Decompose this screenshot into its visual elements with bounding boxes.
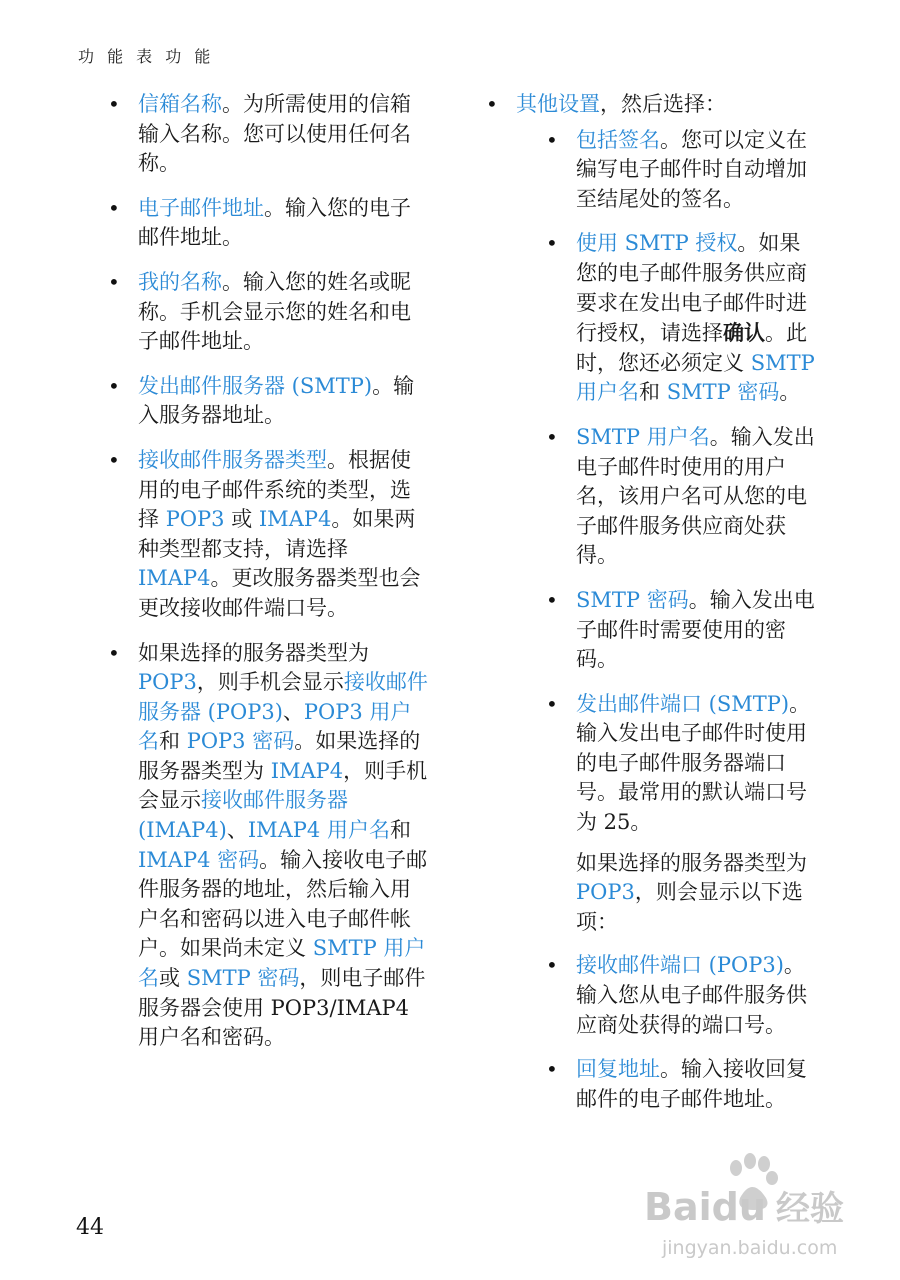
body-text: ，则手机会显示 [196,670,344,695]
list-item-text [138,448,420,620]
menu-term: 我的名称 [138,269,222,294]
menu-term: 接收邮件端口 (POP3) [576,953,784,978]
other-settings-sublist [516,126,818,1115]
bullet: • [108,640,120,665]
body-text: 如果选择的服务器类型为 [576,850,807,875]
left-column [108,90,428,1068]
body-text: 或 [159,966,187,991]
bullet: • [108,92,120,116]
list-item-text [576,588,815,671]
watermark-brand: Baidu [644,1185,766,1229]
list-item-outgoing-server [108,372,428,431]
body-text: 或 [224,507,259,532]
right-column [486,90,818,1129]
body-text: ，然后选择： [600,92,726,116]
body-text: 。如果您的电子邮件服务供应商要求在发出电子邮件时进行授权，请选择 [576,231,807,346]
menu-term: 接收邮件服务器 (IMAP4) [138,788,348,843]
body-text: 。输入您从电子邮件服务供应商处获得的端口号。 [576,953,807,1037]
watermark-cn: 经验 [776,1189,844,1229]
body-text: 。为所需使用的信箱输入名称。您可以使用任何名称。 [138,92,411,176]
bullet: • [486,92,498,116]
menu-term: IMAP4 用户名 [247,818,390,843]
list-item-text [576,692,810,834]
list-item-text [576,128,807,211]
menu-term: POP3 密码 [186,729,295,754]
bullet: • [546,424,558,449]
body-text: 。更改服务器类型也会更改接收邮件端口号。 [138,566,421,620]
body-text: 。您可以定义在编写电子邮件时自动增加至结尾处的签名。 [576,127,807,211]
body-text: 。根据使用的电子邮件系统的类型，选择 [138,447,411,532]
menu-term: 回复地址 [576,1057,660,1082]
menu-term: POP3 [576,880,635,905]
body-text: 。输入接收回复邮件的电子邮件地址。 [576,1057,807,1111]
list-item-text [138,196,411,250]
menu-term: SMTP 用户名 [576,350,815,405]
bullet: • [546,231,558,256]
page-header: 功 能 表 功 能 [78,47,215,66]
menu-term: POP3 [165,507,225,532]
menu-term: 信箱名称 [138,92,222,116]
body-text: 和 [639,380,667,405]
body-text: ，则电子邮件服务器会使用 POP3/IMAP4 用户名和密码。 [138,966,426,1050]
bullet: • [546,587,558,612]
body-text: 。输入您的电子邮件地址。 [138,195,411,250]
list-item-outgoing-port [546,690,818,838]
body-text: 。如果选择的服务器类型为 [138,729,421,783]
list-item-email-address [108,194,428,253]
body-text: 、 [282,699,304,724]
list-item-text [138,92,411,175]
body-text: 和 [389,818,411,843]
menu-term: POP3 用户名 [138,699,412,754]
menu-term: 接收邮件服务器 (POP3) [138,670,428,724]
body-text: 。输入接收电子邮件服务器的地址，然后输入用户名和密码以进入电子邮件帐户。如果尚未定义 [138,847,428,961]
body-text: 。如果两种类型都支持，请选择 [138,507,416,561]
list-item-reply-address [546,1055,818,1114]
list-item-text [576,953,807,1036]
menu-term: 使用 SMTP 授权 [576,231,738,256]
menu-term: SMTP 密码 [666,380,780,405]
list-item-incoming-port [546,951,818,1040]
menu-term: 其他设置 [516,92,600,116]
list-item-text [576,425,815,567]
body-text: ，则会显示以下选项： [576,880,803,934]
body-text: 。输入您的姓名或昵称。手机会显示您的姓名和电子邮件地址。 [138,269,411,354]
watermark-logo-icon [640,1150,870,1270]
menu-term: 接收邮件服务器类型 [138,447,327,472]
body-text: 。输入发出电子邮件时使用的电子邮件服务器端口号。最常用的默认端口号为 25。 [576,691,811,835]
bullet: • [108,269,120,294]
menu-term: 电子邮件地址 [138,195,264,220]
list-item-text [138,374,414,428]
menu-term: 发出邮件服务器 (SMTP) [138,373,373,398]
menu-term: POP3 [138,670,197,695]
menu-term: 发出邮件端口 (SMTP) [576,691,790,716]
body-text: 。 [779,380,801,405]
body-text: 。输入发出电子邮件时需要使用的密码。 [576,587,815,672]
body-text: 如果选择的服务器类型为 [138,640,369,665]
menu-term: SMTP 密码 [186,966,300,991]
list-item-include-signature [546,126,818,215]
body-text: ，则手机会显示 [138,758,428,813]
bullet: • [546,953,558,978]
other-settings-text [516,92,726,116]
baidu-jingyan-watermark [640,1150,870,1270]
menu-term: SMTP 用户名 [576,424,710,449]
list-item-text [138,270,411,353]
list-item-smtp-username [546,423,818,571]
menu-term: IMAP4 密码 [138,847,260,872]
body-text: 。输入服务器地址。 [138,373,415,428]
list-item-text [138,641,428,1050]
pop3-note [546,849,818,938]
list-item-my-name [108,268,428,357]
list-item-text [576,1057,807,1111]
bullet: • [546,1057,558,1082]
other-settings-item [486,90,818,1114]
list-item-smtp-password [546,586,818,675]
body-text: 和 [159,729,187,754]
bullet: • [108,373,120,398]
menu-term: 包括签名 [576,127,660,152]
menu-term: SMTP 用户名 [138,936,426,991]
list-item-account-name [108,90,428,179]
body-text: 。此时，您还必须定义 [576,321,807,375]
list-item-server-type-detail [108,639,428,1053]
menu-term: IMAP4 [258,507,332,532]
menu-term: SMTP 密码 [576,587,689,612]
bullet: • [108,195,120,220]
menu-term: IMAP4 [138,566,211,591]
list-item-use-smtp-auth [546,229,818,408]
bullet: • [108,447,120,472]
body-text: 、 [226,818,248,843]
list-item-incoming-server-type [108,446,428,624]
menu-term: IMAP4 [270,758,344,783]
list-item-text [576,231,815,404]
watermark-url: jingyan.baidu.com [662,1237,838,1259]
bullet: • [546,691,558,716]
page-number: 44 [76,1215,104,1240]
option-term: 确认 [723,320,765,346]
body-text: 。输入发出电子邮件时使用的用户名，该用户名可从您的电子邮件服务供应商处获得。 [576,424,815,568]
bullet: • [546,127,558,152]
